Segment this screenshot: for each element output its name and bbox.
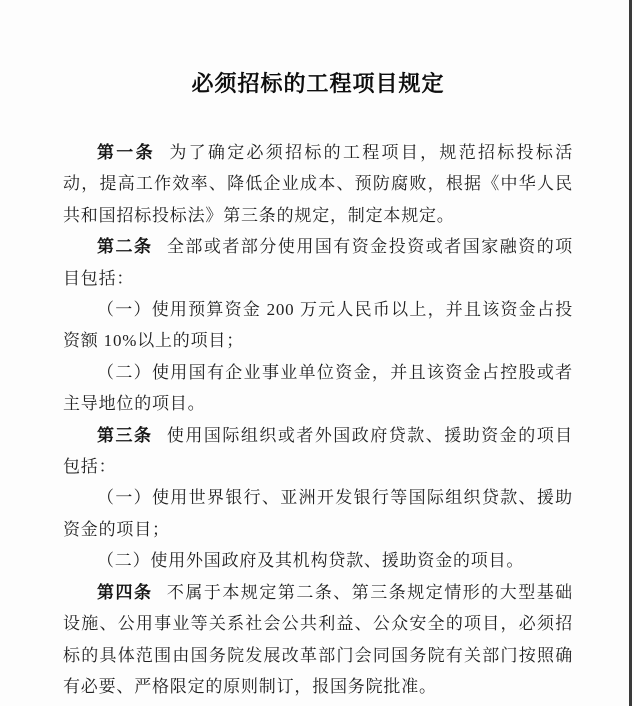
article-3-item-1 [63,482,573,545]
article-3-item-2 [63,545,573,576]
article-1-label: 第一条 [97,143,155,162]
article-2-item-2 [63,357,573,420]
article-1-paragraph [63,137,573,231]
article-2-text: 全部或者部分使用国有资金投资或者国家融资的项目包括： [63,237,573,288]
page-right-edge [629,0,632,706]
article-3-label: 第三条 [97,425,153,445]
document-body [63,137,573,702]
article-2-paragraph [63,231,573,294]
document-title: 必须招标的工程项目规定 [191,71,445,96]
article-2-item-2-text: （二）使用国有企业事业单位资金，并且该资金占控股或者主导地位的项目。 [63,362,573,414]
article-4-paragraph [63,577,573,703]
article-2-item-1 [63,294,573,357]
article-3-item-1-text: （一）使用世界银行、亚洲开发银行等国际组织贷款、援助资金的项目； [63,488,573,539]
article-2-item-1-text: （一）使用预算资金 200 万元人民币以上，并且该资金占投资额 10%以上的项目； [63,300,573,351]
article-3-text: 使用国际组织或者外国政府贷款、援助资金的项目包括： [63,425,573,477]
article-4-text: 不属于本规定第二条、第三条规定情形的大型基础设施、公用事业等关系社会公共利益、公众安全的项目，必须招标的具体范围由国务院发展改革部门会同国务院有关部门按照确有必要、严格限定的原则制订，报国务院批准。 [63,582,573,696]
article-3-paragraph [63,420,573,483]
article-4-label: 第四条 [97,582,153,602]
article-3-item-2-text: （二）使用外国政府及其机构贷款、援助资金的项目。 [97,551,525,571]
article-1-text: 为了确定必须招标的工程项目，规范招标投标活动，提高工作效率、降低企业成本、预防腐败，根据《中华人民共和国招标投标法》第三条的规定，制定本规定。 [63,143,573,225]
article-2-label: 第二条 [97,237,153,257]
